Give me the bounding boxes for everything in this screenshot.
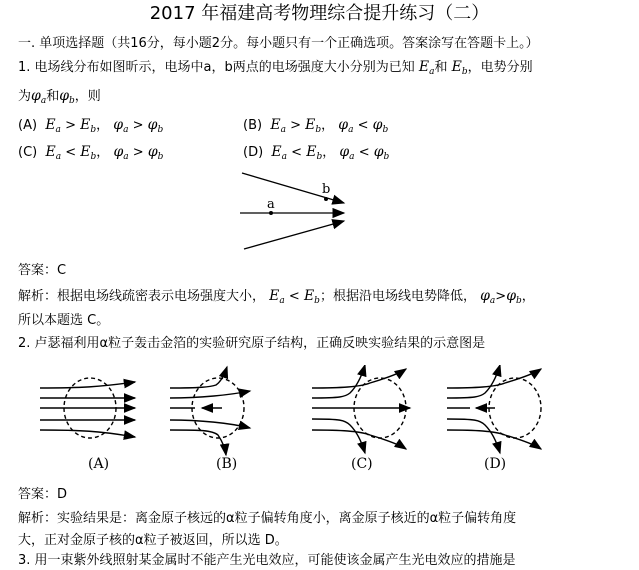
q1-stem-line1 [18, 58, 533, 81]
q1-stem-text2: ，电势分别 [467, 60, 533, 75]
figure-c [312, 365, 410, 453]
figure-caption-d: (D) [484, 456, 507, 472]
q1-option-b[interactable]: (B) $E_a > E_b$， $\varphi_a < \varphi_b$ [243, 117, 389, 135]
q2-answer: 答案：D [18, 487, 68, 502]
figure-d [447, 365, 541, 453]
q1-option-a[interactable]: (A) $E_a > E_b$， $\varphi_a > \varphi_b$ [18, 117, 164, 135]
section-heading: 一. 单项选择题（共16分，每小题2分。每小题只有一个正确选项。答案涂写在答题卡上。） [18, 36, 539, 51]
page-title: 2017 年福建高考物理综合提升练习（二） [149, 3, 490, 24]
figure-b [170, 367, 250, 455]
figure-caption-c: (C) [351, 456, 373, 472]
q2-analysis-line2: 大，正对金原子核的α粒子被返回，所以选 D。 [18, 533, 288, 548]
symbol-phi-b: $\varphi_b$ [59, 88, 75, 106]
q1-option-c[interactable]: (C) $E_a < E_b$， $\varphi_a > \varphi_b$ [18, 144, 164, 162]
q2-stem: 2. 卢瑟福利用α粒子轰击金箔的实验研究原子结构，正确反映实验结果的示意图是 [18, 336, 486, 351]
option-label: (B) [243, 118, 263, 133]
option-label: (C) [18, 145, 38, 160]
q1-analysis-line1: 解析：根据电场线疏密表示电场强度大小， $E_a < E_b$；根据沿电场线电势降低， $\varphi_a>\varphi_b$， [18, 288, 535, 306]
option-label: (A) [18, 118, 38, 133]
point-b-label: b [322, 182, 331, 197]
figure-caption-a: (A) [88, 456, 110, 472]
electric-field-figure [220, 165, 370, 255]
point-a-label: a [267, 197, 275, 212]
option-label: (D) [243, 145, 264, 160]
q1-answer: 答案：C [18, 263, 67, 278]
q1-analysis-line2: 所以本题选 C。 [18, 313, 110, 328]
q1-text: ，则 [74, 89, 101, 104]
symbol-Ea: $E_a$ [418, 59, 435, 77]
figure-a [40, 378, 135, 438]
figure-caption-b: (B) [216, 456, 238, 472]
q1-text: 和 [46, 89, 60, 104]
symbol-phi-a: $\varphi_a$ [31, 88, 47, 106]
q1-stem-text: 1. 电场线分布如图昕示，电场中a，b两点的电场强度大小分别为已知 [18, 60, 415, 75]
q3-stem: 3. 用一束紫外线照射某金属时不能产生光电效应，可能使该金属产生光电效应的措施是 [18, 553, 516, 568]
q1-text: 为 [18, 89, 32, 104]
q2-analysis-line1: 解析：实验结果是：离金原子核远的α粒子偏转角度小，离金原子核近的α粒子偏转角度 [18, 511, 517, 526]
q1-and: 和 [434, 60, 448, 75]
q1-option-d[interactable]: (D) $E_a < E_b$， $\varphi_a < \varphi_b$ [243, 144, 390, 162]
symbol-Eb: $E_b$ [451, 59, 468, 77]
q1-stem-line2 [18, 87, 101, 110]
